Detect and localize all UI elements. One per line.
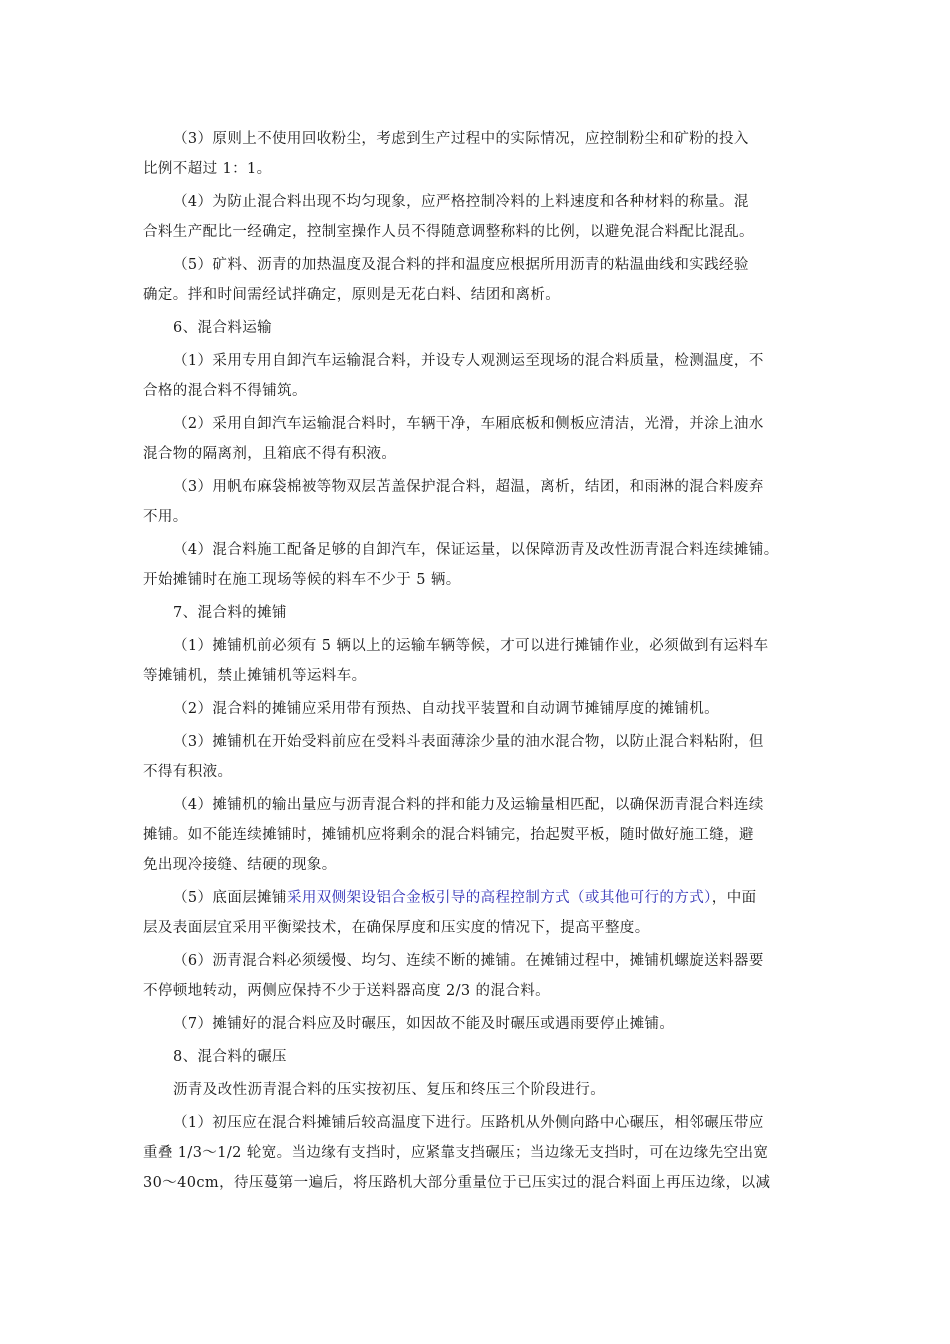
paragraph-line — [143, 883, 813, 913]
paragraph-line: 确定。拌和时间需经试拌确定，原则是无花白料、结团和离析。 — [143, 287, 561, 303]
paragraph-line: （7）摊铺好的混合料应及时碾压，如因故不能及时碾压或遇雨要停止摊铺。 — [173, 1016, 675, 1032]
paragraph-line: 开始摊铺时在施工现场等候的料车不少于 5 辆。 — [143, 572, 461, 588]
paragraph-line: （6）沥青混合料必须缓慢、均匀、连续不断的摊铺。在摊铺过程中，摊铺机螺旋送料器要 — [173, 953, 764, 969]
paragraph-line: 免出现冷接缝、结硬的现象。 — [143, 857, 337, 873]
paragraph-line: 不得有积液。 — [143, 764, 233, 780]
paragraph-line: （3）摊铺机在开始受料前应在受料斗表面薄涂少量的油水混合物，以防止混合料粘附，但 — [173, 734, 764, 750]
section-heading: 7、混合料的摊铺 — [173, 605, 287, 621]
paragraph-line: （1）摊铺机前必须有 5 辆以上的运输车辆等候，才可以进行摊铺作业，必须做到有运料车 — [173, 638, 769, 654]
paragraph-line: （2）采用自卸汽车运输混合料时，车辆干净，车厢底板和侧板应清洁，光滑，并涂上油水 — [173, 416, 764, 432]
paragraph-line: 比例不超过 1：1。 — [143, 161, 272, 177]
paragraph-line: （3）用帆布麻袋棉被等物双层苫盖保护混合料，超温，离析，结团，和雨淋的混合料废弃 — [173, 479, 764, 495]
paragraph-line: （1）采用专用自卸汽车运输混合料，并设专人观测运至现场的混合料质量，检测温度，不 — [173, 353, 764, 369]
paragraph-line: （4）混合料施工配备足够的自卸汽车，保证运量，以保障沥青及改性沥青混合料连续摊铺。 — [173, 542, 779, 558]
paragraph-line: 合料生产配比一经确定，控制室操作人员不得随意调整称料的比例，以避免混合料配比混乱。 — [143, 224, 754, 240]
paragraph-line: 合格的混合料不得铺筑。 — [143, 383, 307, 399]
section-heading: 8、混合料的碾压 — [173, 1049, 287, 1065]
paragraph-line: 不停顿地转动，两侧应保持不少于送料器高度 2/3 的混合料。 — [143, 983, 551, 999]
document-body — [143, 124, 813, 1198]
paragraph-line: 层及表面层宜采用平衡梁技术，在确保厚度和压实度的情况下，提高平整度。 — [143, 920, 650, 936]
line-prefix: （5）底面层摊铺 — [173, 890, 287, 906]
paragraph-line: （1）初压应在混合料摊铺后较高温度下进行。压路机从外侧向路中心碾压，相邻碾压带应 — [173, 1115, 764, 1131]
paragraph-line: 30～40cm，待压蔓第一遍后，将压路机大部分重量位于已压实过的混合料面上再压边缘，以减 — [143, 1175, 771, 1191]
paragraph-line: （3）原则上不使用回收粉尘，考虑到生产过程中的实际情况，应控制粉尘和矿粉的投入 — [173, 131, 749, 147]
paragraph-line: （4）摊铺机的输出量应与沥青混合料的拌和能力及运输量相匹配，以确保沥青混合料连续 — [173, 797, 764, 813]
paragraph-line: 等摊铺机，禁止摊铺机等运料车。 — [143, 668, 367, 684]
paragraph-line: 重叠 1/3～1/2 轮宽。当边缘有支挡时，应紧靠支挡碾压；当边缘无支挡时，可在边缘先空出宽 — [143, 1145, 769, 1161]
paragraph-line: 摊铺。如不能连续摊铺时，摊铺机应将剩余的混合料铺完，抬起熨平板，随时做好施工缝，避 — [143, 827, 754, 843]
line-suffix: ，中面 — [711, 890, 757, 906]
paragraph-line: （4）为防止混合料出现不均匀现象，应严格控制冷料的上料速度和各种材料的称量。混 — [173, 194, 749, 210]
paragraph-line: 不用。 — [143, 509, 188, 525]
section-heading: 6、混合料运输 — [173, 320, 273, 336]
paragraph-line: （5）矿料、沥青的加热温度及混合料的拌和温度应根据所用沥青的粘温曲线和实践经验 — [173, 257, 749, 273]
paragraph-line: （2）混合料的摊铺应采用带有预热、自动找平装置和自动调节摊铺厚度的摊铺机。 — [173, 701, 720, 717]
highlighted-text: 采用双侧架设铝合金板引导的高程控制方式（或其他可行的方式） — [286, 890, 712, 906]
paragraph-line: 混合物的隔离剂，且箱底不得有积液。 — [143, 446, 397, 462]
paragraph-line: 沥青及改性沥青混合料的压实按初压、复压和终压三个阶段进行。 — [173, 1082, 606, 1098]
